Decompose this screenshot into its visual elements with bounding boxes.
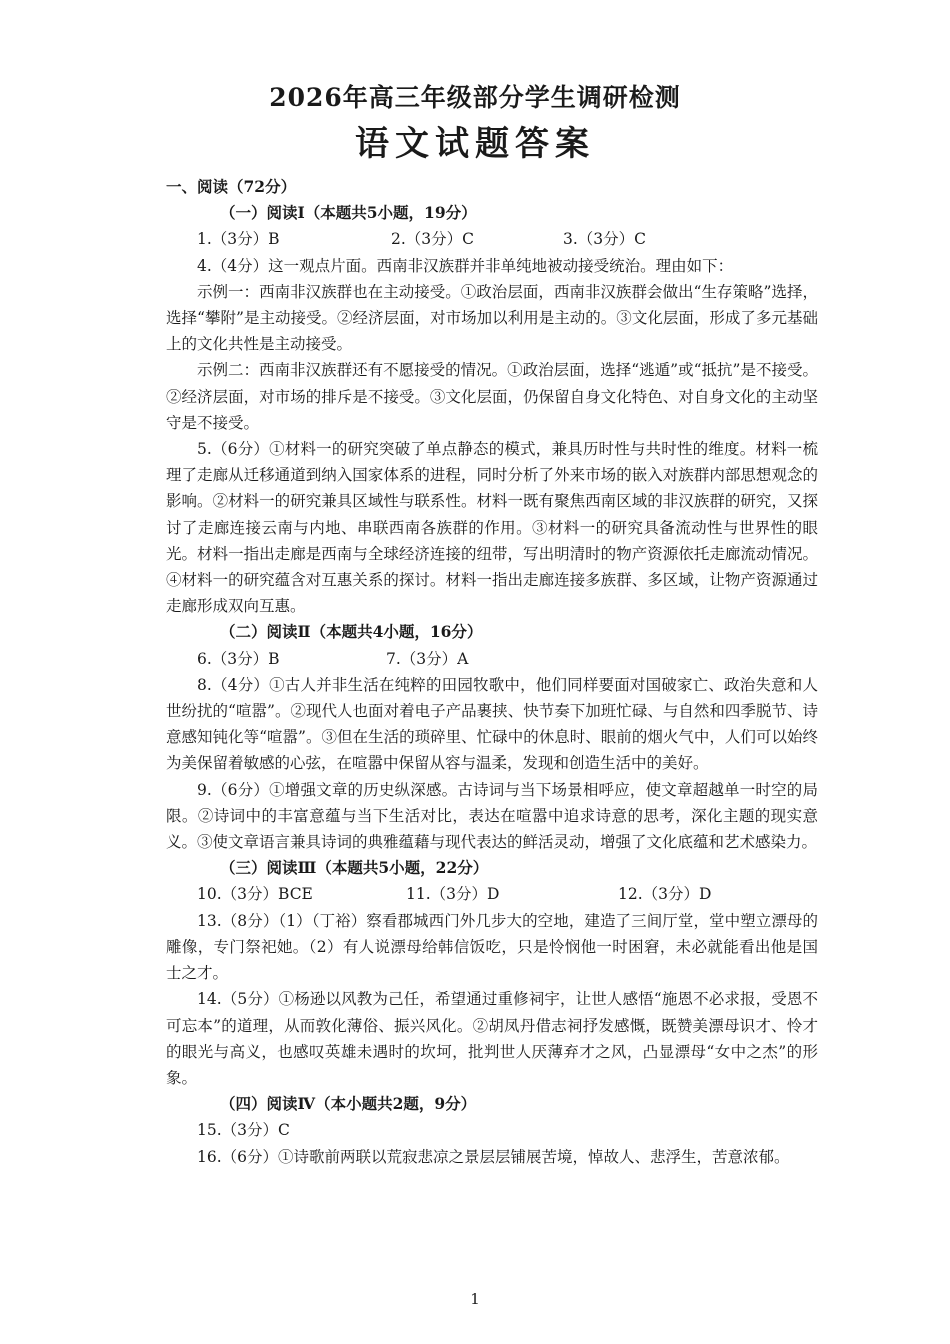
answer-q3: 3.（3分）C [563,230,647,249]
document-title: 语文试题答案 [355,124,595,164]
answer-q10: 10.（3分）BCE [197,885,313,904]
page-number: 1 [470,1290,480,1308]
part-heading-reading-2: （二）阅读Ⅱ（本题共4小题，16分） [220,622,483,642]
answer-q6: 6.（3分）B [197,649,280,668]
section-heading-reading: 一、阅读（72分） [166,177,297,196]
part-heading-reading-4: （四）阅读Ⅳ（本小题共2题，9分） [220,1094,477,1114]
answer-q11: 11.（3分）D [406,885,500,904]
answer-q1: 1.（3分）B [197,230,280,249]
answer-q14: 14.（5分）①杨逊以风教为己任，希望通过重修祠宇，让世人感悟“施恩不必求报，受恩不可忘本”的道理，从而敦化薄俗、振兴风化。②胡凤丹借志祠抒发感慨，既赞美漂母识才、怜才的眼光与高义，也感叹英雄未遇时的坎坷，批判世人厌薄弃才之风，凸显漂母“女中之杰”的形象。 [166,990,818,1087]
part-heading-reading-3: （三）阅读Ⅲ（本题共5小题，22分） [220,858,489,878]
answer-q8: 8.（4分）①古人并非生活在纯粹的田园牧歌中，他们同样要面对国破家亡、政治失意和人世纷扰的“喧嚣”。②现代人也面对着电子产品裹挟、快节奏下加班忙碌、与自然和四季脱节、诗意感知钝化等“喧嚣”。③但在生活的琐碎里、忙碌中的休息时、眼前的烟火气中，人们可以始终为美保留着敏感的心弦，在喧嚣中保留从容与温柔，发现和创造生活中的美好。 [166,675,818,773]
part-heading-reading-1: （一）阅读Ⅰ（本题共5小题，19分） [220,203,477,223]
answer-q15: 15.（3分）C [197,1121,290,1140]
exam-title: 2026年高三年级部分学生调研检测 [269,83,681,112]
answer-q7: 7.（3分）A [386,649,469,668]
answer-q12: 12.（3分）D [618,885,712,904]
answer-q16: 16.（6分）①诗歌前两联以荒寂悲凉之景层层铺展苦境，悼故人、悲浮生，苦意浓郁。 [197,1147,790,1166]
answer-q2: 2.（3分）C [391,230,475,249]
answer-row-10-12 [166,881,818,907]
answer-q4-example-2: 示例二：西南非汉族群还有不愿接受的情况。①政治层面，选择“逃遁”或“抵抗”是不接受。②经济层面，对市场的排斥是不接受。③文化层面，仍保留自身文化特色、对自身文化的主动坚守是不接受。 [166,361,818,432]
answer-row-1-3 [166,226,818,252]
answer-body [166,174,818,1170]
answer-q9: 9.（6分）①增强文章的历史纵深感。古诗词与当下场景相呼应，使文章超越单一时空的局限。②诗词中的丰富意蕴与当下生活对比，表达在喧嚣中追求诗意的思考，深化主题的现实意义。③使文章语言兼具诗词的典雅蕴藉与现代表达的鲜活灵动，增强了文化底蕴和艺术感染力。 [166,780,818,852]
answer-q13: 13.（8分）（1）（丁裕）察看郡城西门外几步大的空地，建造了三间厅堂，堂中塑立漂母的雕像，专门祭祀她。（2）有人说漂母给韩信饭吃，只是怜悯他一时困窘，未必就能看出他是国士之才。 [166,911,818,983]
answer-q4-example-1: 示例一：西南非汉族群也在主动接受。①政治层面，西南非汉族群会做出“生存策略”选择，选择“攀附”是主动接受。②经济层面，对市场加以利用是主动的。③文化层面，形成了多元基础上的文化共性是主动接受。 [166,282,818,354]
answer-q4: 4.（4分）这一观点片面。西南非汉族群并非单纯地被动接受统治。理由如下： [197,256,734,275]
answer-q5: 5.（6分）①材料一的研究突破了单点静态的模式，兼具历时性与共时性的维度。材料一梳理了走廊从迁移通道到纳入国家体系的进程，同时分析了外来市场的嵌入对族群内部思想观念的影响。②材料一的研究兼具区域性与联系性。材料一既有聚焦西南区域的非汉族群的研究，又探讨了走廊连接云南与内地、串联西南各族群的作用。③材料一的研究具备流动性与世界性的眼光。材料一指出走廊是西南与全球经济连接的纽带，写出明清时的物产资源依托走廊流动情况。④材料一的研究蕴含对互惠关系的探讨。材料一指出走廊连接多族群、多区域，让物产资源通过走廊形成双向互惠。 [166,440,818,616]
answer-row-6-7 [166,646,818,672]
